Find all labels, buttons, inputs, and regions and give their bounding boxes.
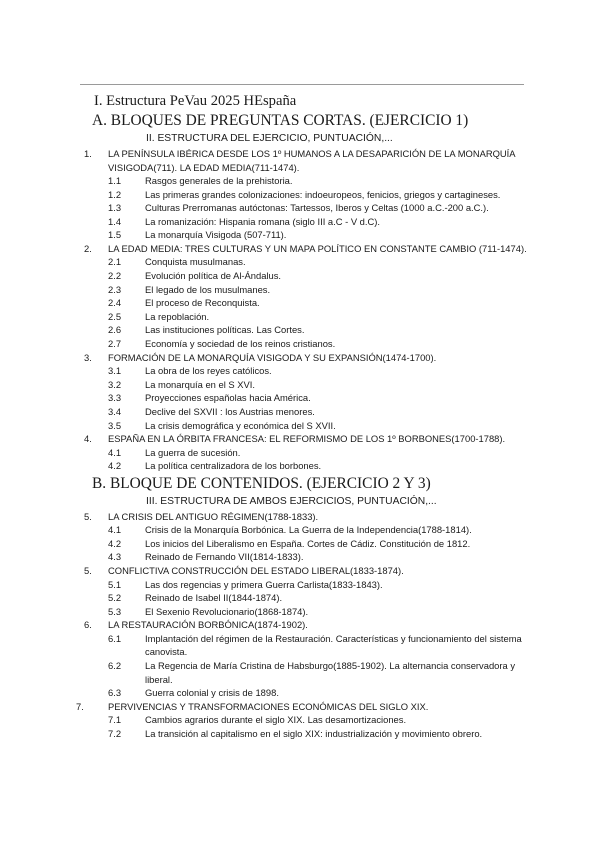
section-b [0, 475, 600, 741]
sub-item-text: Culturas Prerromanas autóctonas: Tartessos, Iberos y Celtas (1000 a.C.-200 a.C.). [145, 202, 489, 214]
sub-item-number: 5.3 [108, 605, 122, 617]
section-a-subheading: II. ESTRUCTURA DEL EJERCICIO, PUNTUACIÓN,... [146, 133, 393, 144]
list-item-number: 7. [76, 700, 84, 712]
sub-item [0, 578, 600, 592]
sub-item [0, 228, 600, 242]
list-item-text: CONFLICTIVA CONSTRUCCIÓN DEL ESTADO LIBERAL(1833-1874). [108, 565, 404, 577]
sub-item [0, 419, 600, 433]
sub-item-number: 4.2 [108, 537, 122, 549]
sub-item [0, 364, 600, 378]
list-item-number: 4. [84, 433, 92, 445]
sub-item [0, 605, 600, 619]
sub-item [0, 727, 600, 741]
list-item-text: ESPAÑA EN LA ÓRBITA FRANCESA: EL REFORMISMO DE LOS 1º BORBONES(1700-1788). [108, 433, 506, 445]
sub-item [0, 296, 600, 310]
top-divider [80, 84, 524, 85]
sub-item-number: 1.1 [108, 175, 122, 186]
sub-item-number: 2.6 [108, 324, 122, 336]
sub-item-number: 7.1 [108, 714, 122, 726]
sub-item [0, 523, 600, 537]
list-item [0, 510, 600, 524]
sub-item-number: 3.2 [108, 378, 122, 390]
sub-item [0, 405, 600, 419]
sub-item-number: 4.1 [108, 446, 122, 458]
list-item-text: LA RESTAURACIÓN BORBÓNICA(1874-1902). [108, 619, 308, 631]
list-item-number: 6. [84, 619, 92, 631]
sub-item-text: La transición al capitalismo en el siglo XIX: industrialización y movimiento obrero. [145, 727, 483, 739]
sub-item-text: Los inicios del Liberalismo en España. Cortes de Cádiz. Constitución de 1812. [145, 537, 471, 549]
list-item-number: 5. [84, 510, 92, 522]
sub-item [0, 713, 600, 727]
list-item [0, 432, 600, 446]
sub-item-text: Implantación del régimen de la Restauración. Características y funcionamiento del sistema canovista. [145, 632, 522, 658]
section-b-list [0, 510, 600, 741]
sub-item-text: Declive del SXVII : los Austrias menores. [145, 405, 315, 417]
list-item [0, 351, 600, 365]
sub-item-number: 6.1 [108, 632, 122, 644]
sub-item-text: La política centralizadora de los borbones. [145, 460, 322, 472]
list-item-number: 1. [84, 148, 92, 159]
sub-item-number: 1.5 [108, 229, 122, 241]
sub-item-number: 2.2 [108, 270, 122, 282]
sub-item-number: 2.5 [108, 310, 122, 322]
sub-item [0, 215, 600, 229]
sub-item-number: 4.1 [108, 524, 122, 536]
sub-item-text: Reinado de Fernando VII(1814-1833). [145, 551, 304, 563]
sub-item-number: 6.2 [108, 660, 122, 672]
sub-item-number: 6.3 [108, 687, 122, 699]
list-item [0, 618, 600, 632]
sub-item-number: 4.2 [108, 460, 122, 472]
sub-item-number: 7.2 [108, 727, 122, 739]
sub-item [0, 201, 600, 215]
sub-item [0, 591, 600, 605]
list-item-text: PERVIVENCIAS Y TRANSFORMACIONES ECONÓMICAS DEL SIGLO XIX. [108, 700, 429, 712]
sub-item-number: 3.3 [108, 392, 122, 404]
list-item [0, 242, 600, 256]
sub-item-text: Rasgos generales de la prehistoria. [145, 175, 293, 186]
sub-item [0, 283, 600, 297]
sub-item-number: 3.5 [108, 419, 122, 431]
sub-item-text: Proyecciones españolas hacia América. [145, 392, 311, 404]
sub-item-number: 4.3 [108, 551, 122, 563]
list-item-number: 3. [84, 351, 92, 363]
sub-item-text: La Regencia de María Cristina de Habsburgo(1885-1902). La alternancia conservadora y liberal. [145, 660, 516, 685]
list-item-text: LA PENÍNSULA IBÉRICA DESDE LOS 1º HUMANOS A LA DESAPARICIÓN DE LA MONARQUÍA VISIGODA(711). LA EDAD MEDIA(711-1474). [108, 148, 516, 173]
list-item-number: 2. [84, 242, 92, 254]
sub-item-text: La romanización: Hispania romana (siglo III a.C - V d.C). [145, 215, 380, 227]
sub-item-number: 1.3 [108, 202, 122, 214]
sub-item-text: Las instituciones políticas. Las Cortes. [145, 324, 305, 336]
sub-item-text: La monarquía Visigoda (507-711). [145, 229, 287, 241]
section-b-heading: B. BLOQUE DE CONTENIDOS. (EJERCICIO 2 Y 3) [92, 474, 431, 492]
sub-item [0, 391, 600, 405]
sub-item-number: 1.2 [108, 188, 122, 200]
sub-item [0, 310, 600, 324]
sub-item [0, 632, 600, 659]
sub-item-text: Conquista musulmanas. [145, 256, 246, 268]
sub-item-number: 5.1 [108, 578, 122, 590]
sub-item [0, 446, 600, 460]
sub-item-text: Economía y sociedad de los reinos cristianos. [145, 338, 336, 350]
section-a-list [0, 147, 600, 473]
list-item [0, 147, 600, 174]
sub-item [0, 188, 600, 202]
sub-item-text: Crisis de la Monarquía Borbónica. La Guerra de la Independencia(1788-1814). [145, 524, 472, 536]
list-item-text: LA EDAD MEDIA: TRES CULTURAS Y UN MAPA POLÍTICO EN CONSTANTE CAMBIO (711-1474). [108, 242, 527, 254]
sub-item [0, 337, 600, 351]
sub-item-number: 2.3 [108, 283, 122, 295]
sub-item [0, 537, 600, 551]
sub-item [0, 550, 600, 564]
sub-item-number: 2.1 [108, 256, 122, 268]
sub-item-text: Las primeras grandes colonizaciones: indoeuropeos, fenicios, griegos y cartagineses. [145, 188, 501, 200]
list-item-number: 5. [84, 565, 92, 577]
sub-item-text: La guerra de sucesión. [145, 446, 241, 458]
sub-item-number: 2.7 [108, 338, 122, 350]
list-item [0, 564, 600, 578]
sub-item-number: 3.4 [108, 405, 122, 417]
sub-item-text: Evolución política de Al-Ándalus. [145, 270, 282, 282]
sub-item [0, 269, 600, 283]
document-body [0, 92, 600, 741]
sub-item-text: La crisis demográfica y económica del S XVII. [145, 419, 336, 431]
list-item-text: LA CRISIS DEL ANTIGUO RÉGIMEN(1788-1833). [108, 510, 319, 522]
sub-item [0, 255, 600, 269]
sub-item-text: Reinado de Isabel II(1844-1874). [145, 592, 283, 604]
sub-item [0, 686, 600, 700]
sub-item-text: La repoblación. [145, 310, 210, 322]
list-item-text: FORMACIÓN DE LA MONARQUÍA VISIGODA Y SU EXPANSIÓN(1474-1700). [108, 351, 437, 363]
sub-item-text: El proceso de Reconquista. [145, 297, 260, 309]
sub-item [0, 459, 600, 473]
sub-item [0, 323, 600, 337]
sub-item-text: El Sexenio Revolucionario(1868-1874). [145, 605, 309, 617]
sub-item-number: 3.1 [108, 365, 122, 377]
sub-item [0, 659, 600, 686]
sub-item-text: La obra de los reyes católicos. [145, 365, 272, 377]
list-item [0, 700, 600, 714]
sub-item [0, 174, 600, 188]
section-b-subheading: III. ESTRUCTURA DE AMBOS EJERCICIOS, PUNTUACIÓN,... [146, 495, 437, 507]
sub-item-text: Cambios agrarios durante el siglo XIX. Las desamortizaciones. [145, 714, 407, 726]
section-a-heading: A. BLOQUES DE PREGUNTAS CORTAS. (EJERCICIO 1) [92, 112, 469, 129]
sub-item-text: La monarquía en el S XVI. [145, 378, 255, 390]
sub-item-number: 5.2 [108, 592, 122, 604]
sub-item-number: 1.4 [108, 215, 122, 227]
section-a [0, 112, 600, 473]
sub-item-number: 2.4 [108, 297, 122, 309]
document-title: I. Estructura PeVau 2025 HEspaña [94, 93, 297, 109]
sub-item [0, 378, 600, 392]
sub-item-text: Guerra colonial y crisis de 1898. [145, 687, 279, 699]
sub-item-text: El legado de los musulmanes. [145, 283, 271, 295]
sub-item-text: Las dos regencias y primera Guerra Carlista(1833-1843). [145, 578, 383, 590]
